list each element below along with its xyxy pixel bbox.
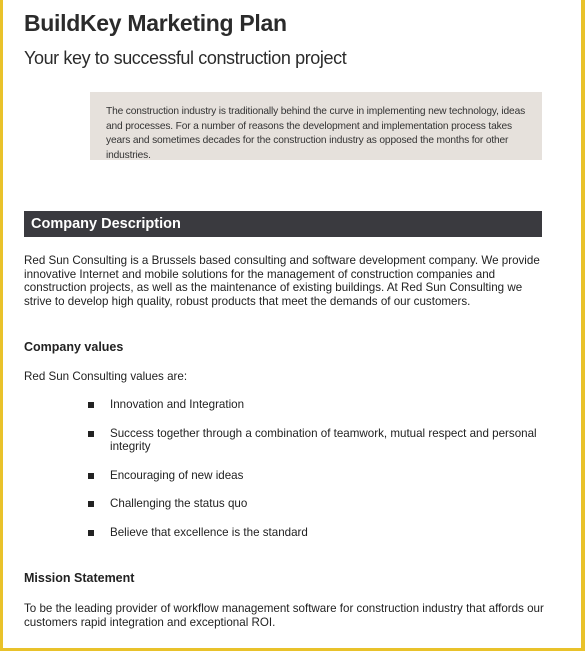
bullet-icon: [88, 402, 94, 408]
bullet-icon: [88, 501, 94, 507]
list-item: [88, 469, 548, 483]
intro-callout: The construction industry is traditionally behind the curve in implementing new technology, ideas and processes. For a number of reasons the development and implementation process takes years and sometimes decades for the construction industry as opposed the months for other industries.: [90, 92, 542, 160]
list-item-text: Challenging the status quo: [110, 497, 248, 511]
document-subtitle: Your key to successful construction project: [24, 48, 347, 68]
list-item: [88, 526, 548, 540]
company-values-list: [88, 398, 548, 555]
company-description-text: Red Sun Consulting is a Brussels based consulting and software development company. We provide innovative Internet and mobile solutions for the management of construction companies and construction projects, as well as the maintenance of existing buildings. At Red Sun Consulting we strive to develop high quality, robust products that meet the demands of our customers.: [24, 254, 540, 308]
company-values-heading: Company values: [24, 340, 124, 354]
mission-statement-heading: Mission Statement: [24, 571, 135, 585]
document-title: BuildKey Marketing Plan: [24, 10, 287, 36]
list-item: [88, 427, 548, 454]
document-page: [3, 0, 581, 648]
bullet-icon: [88, 431, 94, 437]
bullet-icon: [88, 530, 94, 536]
list-item-text: Innovation and Integration: [110, 398, 245, 411]
mission-statement-text: To be the leading provider of workflow management software for construction industry that affords our customers rapid integration and exceptional ROI.: [24, 602, 544, 629]
section-heading-company-description: Company Description: [24, 211, 542, 237]
list-item: [88, 398, 548, 412]
list-item-text: Encouraging of new ideas: [110, 468, 244, 482]
list-item-text: Success together through a combination of teamwork, mutual respect and personal integrity: [110, 426, 537, 454]
company-values-intro: Red Sun Consulting values are:: [24, 370, 188, 383]
bullet-icon: [88, 473, 94, 479]
list-item-text: Believe that excellence is the standard: [110, 525, 308, 539]
list-item: [88, 497, 548, 511]
